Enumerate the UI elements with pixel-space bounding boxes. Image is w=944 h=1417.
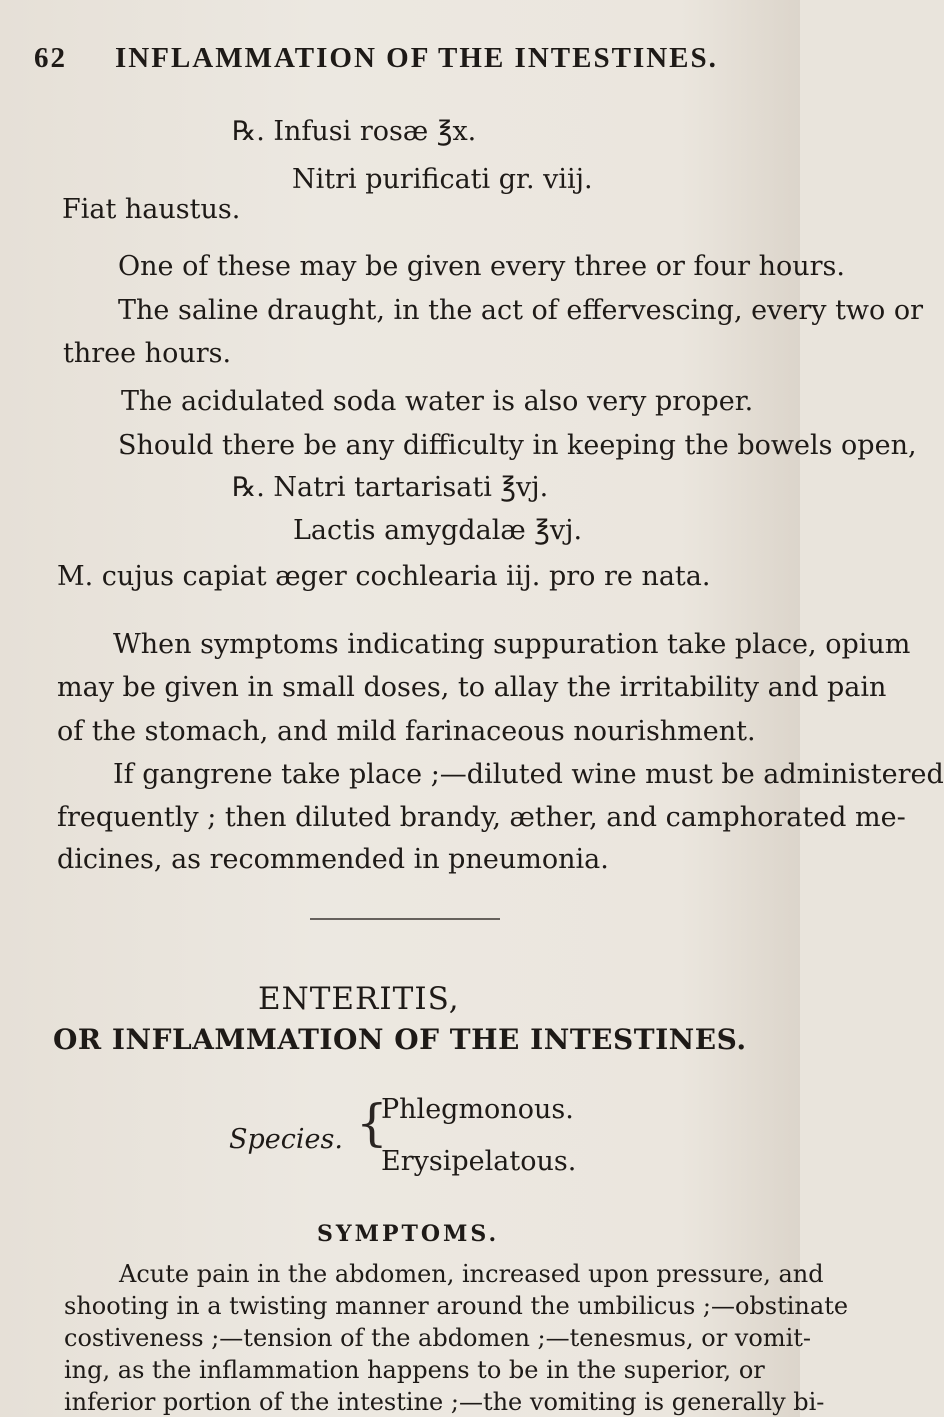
running-header [34,44,718,73]
species-item-phlegmonous: Phlegmonous. [381,1094,574,1125]
symptoms-heading: SYMPTOMS. [317,1221,500,1247]
para2-line4: If gangrene take place ;—diluted wine must be administered [113,759,944,790]
recipe2-line1: ℞. Natri tartarisati ℥vj. [232,472,549,503]
para2-line5: frequently ; then diluted brandy, æther, and camphorated me- [57,802,906,833]
symptoms-line4: ing, as the inflammation happens to be in the superior, or [64,1356,765,1384]
symptoms-line2: shooting in a twisting manner around the umbilicus ;—obstinate [64,1292,849,1320]
symptoms-line5: inferior portion of the intestine ;—the vomiting is generally bi- [64,1388,825,1416]
para2-line6: dicines, as recommended in pneumonia. [57,844,609,875]
page-number: 62 [34,42,67,74]
para1-line3: three hours. [63,338,232,369]
recipe1-line3: Fiat haustus. [62,194,241,225]
para2-line2: may be given in small doses, to allay the irritability and pain [57,672,887,703]
para1-line1: One of these may be given every three or four hours. [118,251,845,282]
para2-line1: When symptoms indicating suppuration take place, opium [113,629,911,660]
para1-line4: The acidulated soda water is also very proper. [121,386,754,417]
recipe1-line1: ℞. Infusi rosæ ℥x. [232,116,477,147]
species-item-erysipelatous: Erysipelatous. [381,1146,577,1177]
species-label: Species. [229,1124,343,1155]
para1-line5: Should there be any difficulty in keeping the bowels open, [118,430,917,461]
recipe1-line2: Nitri purificati gr. viij. [292,164,593,195]
running-title: INFLAMMATION OF THE INTESTINES. [115,42,718,74]
para2-line3: of the stomach, and mild farinaceous nourishment. [57,716,756,747]
species-brace: { [356,1094,388,1152]
symptoms-line1: Acute pain in the abdomen, increased upon pressure, and [119,1260,824,1288]
recipe2-line3: M. cujus capiat æger cochlearia iij. pro re nata. [57,561,711,592]
section-subtitle: OR INFLAMMATION OF THE INTESTINES. [53,1023,747,1056]
symptoms-line3: costiveness ;—tension of the abdomen ;—tenesmus, or vomit- [64,1324,811,1352]
recipe2-line2: Lactis amygdalæ ℥vj. [293,515,583,546]
section-title: ENTERITIS, [258,981,460,1017]
para1-line2: The saline draught, in the act of effervescing, every two or [118,295,924,326]
section-divider [310,918,500,920]
